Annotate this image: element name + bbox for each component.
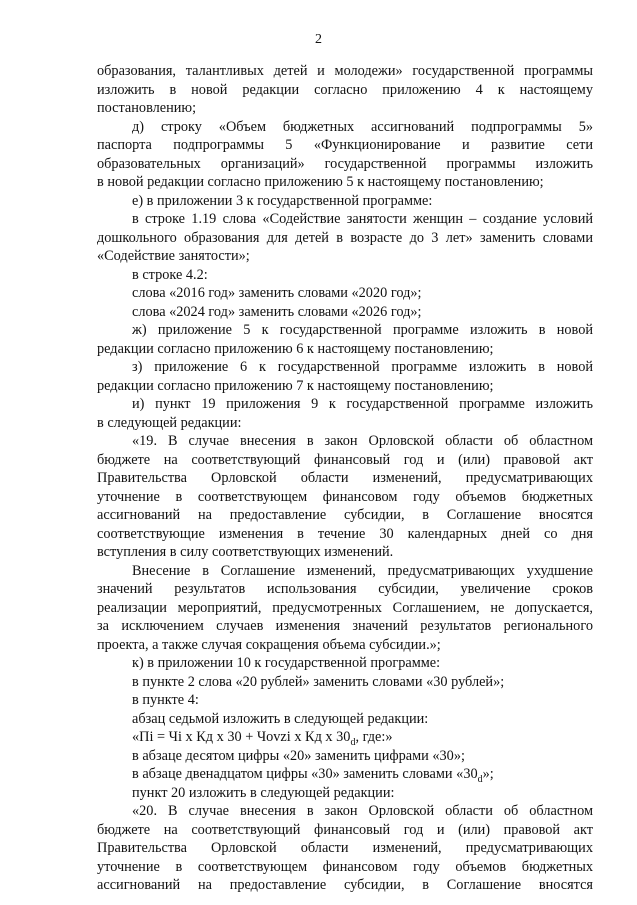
text-line: е) в приложении 3 к государственной программе:: [132, 192, 433, 209]
text-line: з) приложение 6 к государственной программе изложить в новой: [132, 359, 593, 375]
text-line: слова «2024 год» заменить словами «2026 год»;: [132, 303, 422, 320]
text-line: образования, талантливых детей и молодежи» государственной программы: [97, 63, 593, 79]
text-line: редакции согласно приложению 7 к настоящему постановлению;: [97, 377, 494, 394]
text-line: паспорта подпрограммы 5 «Функционирование и развитие сети: [97, 137, 593, 153]
text-line: образовательных организаций» государственной программы изложить: [97, 155, 593, 172]
text-line: дошкольного образования для детей в возрасте до 3 лет» заменить словами: [97, 229, 593, 246]
document-body: [97, 62, 593, 895]
text-line: Правительства Орловской области изменений, предусматривающих: [97, 840, 593, 856]
text-line: ж) приложение 5 к государственной программе изложить в новой: [132, 322, 593, 338]
text-line: к) в приложении 10 к государственной программе:: [132, 655, 441, 671]
text-line: значений результатов использования субсидии, увеличение сроков: [97, 581, 593, 597]
text-line: пункт 20 изложить в следующей редакции:: [132, 784, 395, 801]
text-line: в пункте 4:: [132, 692, 199, 708]
text-line: проекта, а также случая сокращения объема субсидии.»;: [97, 636, 441, 653]
text-line: бюджете на соответствующий финансовый год и (или) правовой акт: [97, 451, 593, 468]
text-line: в строке 1.19 слова «Содействие занятости женщин – создание условий: [132, 211, 593, 227]
text-line: реализации мероприятий, предусмотренных Соглашением, не допускается,: [97, 599, 593, 616]
text-line: «Пi = Чi х Кд х 30 + Чovzi х Кд х $30_d$, где:»: [132, 729, 393, 748]
text-line: в строке 4.2:: [132, 266, 208, 283]
page-number: 2: [315, 32, 322, 47]
text-line: в абзаце десятом цифры «20» заменить цифрами «30»;: [132, 747, 465, 764]
text-line: уточнение в соответствующем финансовом году объемов бюджетных: [97, 858, 593, 875]
text-line: Внесение в Соглашение изменений, предусматривающих ухудшение: [132, 562, 593, 579]
text-line: Правительства Орловской области изменений, предусматривающих: [97, 470, 593, 486]
text-line: «Содействие занятости»;: [97, 248, 250, 264]
text-line: постановлению;: [97, 100, 197, 116]
text-line: уточнение в соответствующем финансовом году объемов бюджетных: [97, 488, 593, 505]
text-line: в новой редакции согласно приложению 5 к настоящему постановлению;: [97, 174, 544, 190]
text-line: слова «2016 год» заменить словами «2020 год»;: [132, 285, 422, 301]
text-line: изложить в новой редакции согласно приложению 4 к настоящему: [97, 81, 593, 98]
text-line: редакции согласно приложению 6 к настоящему постановлению;: [97, 340, 494, 357]
text-line: ассигнований на предоставление субсидии, в Соглашение вносятся: [97, 507, 593, 523]
text-line: д) строку «Объем бюджетных ассигнований подпрограммы 5»: [132, 118, 593, 135]
text-line: «20. В случае внесения в закон Орловской области об областном: [132, 803, 593, 819]
text-line: «19. В случае внесения в закон Орловской области об областном: [132, 433, 593, 449]
text-line: в абзаце двенадцатом цифры «30» заменить словами «$30_d$»;: [132, 766, 494, 785]
text-line: вступления в силу соответствующих изменений.: [97, 544, 394, 560]
text-line: в пункте 2 слова «20 рублей» заменить словами «30 рублей»;: [132, 673, 505, 690]
text-line: и) пункт 19 приложения 9 к государственной программе изложить: [132, 396, 593, 412]
text-line: в следующей редакции:: [97, 414, 242, 431]
text-line: за исключением случаев изменения значений результатов регионального: [97, 618, 593, 634]
text-line: ассигнований на предоставление субсидии, в Соглашение вносятся: [97, 877, 593, 893]
text-line: абзац седьмой изложить в следующей редакции:: [132, 710, 429, 727]
text-line: бюджете на соответствующий финансовый год и (или) правовой акт: [97, 821, 593, 838]
text-line: соответствующие изменения в течение 30 календарных дней со дня: [97, 525, 593, 542]
